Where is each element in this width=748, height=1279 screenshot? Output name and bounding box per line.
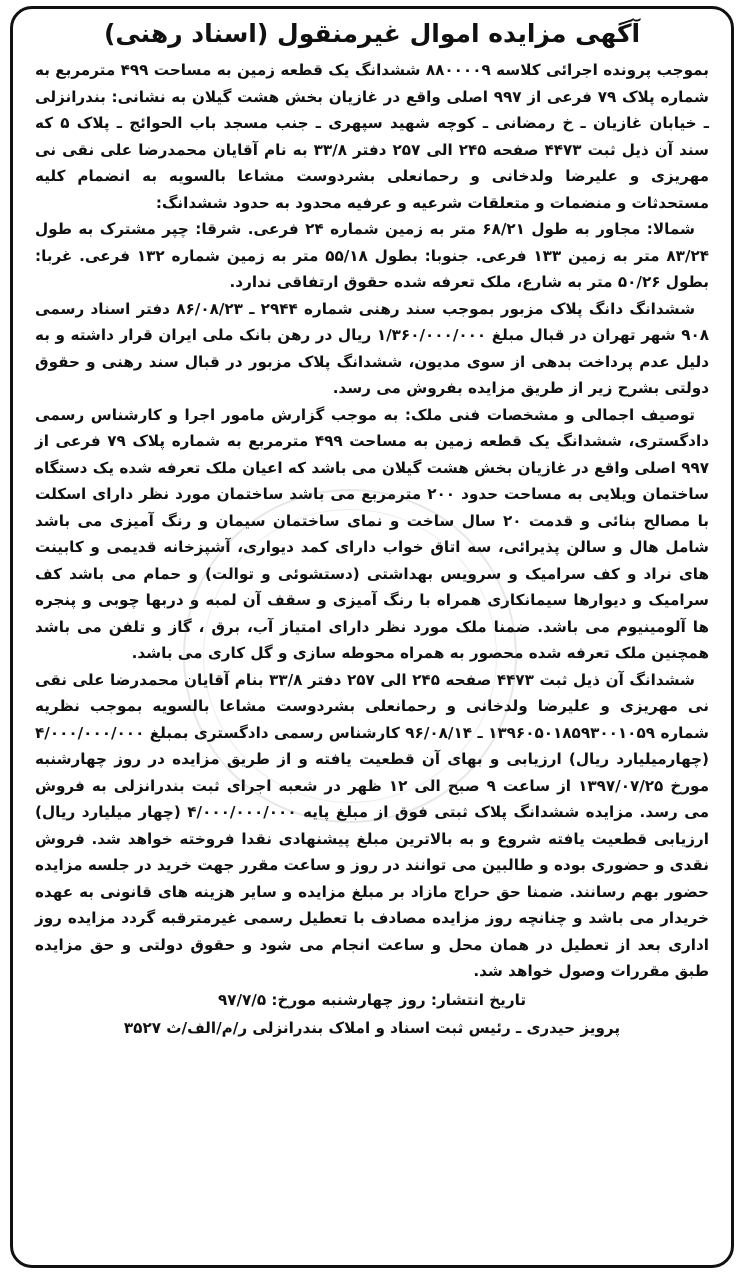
publish-date: تاریخ انتشار: روز چهارشنبه مورخ: ۹۷/۷/۵	[217, 990, 527, 1009]
signature-line: پرویز حیدری ـ رئیس ثبت اسناد و املاک بندرانزلی ر/م/الف/ث ۳۵۲۷	[123, 1019, 621, 1037]
notice-body	[13, 9, 731, 1042]
paragraph-auction-terms: ششدانگ آن ذیل ثبت ۴۴۷۳ صفحه ۲۴۵ الی ۲۵۷ دفتر ۳۳/۸ بنام آقایان محمدرضا علی نقی نی مهریزی و علیرضا ولدخانی و رحمانعلی بشردوست مشاعا بالسویه بموجب نظریه شماره ۱۳۹۶۰۵۰۱۸۵۹۳۰۰۱۰۵۹ ـ ۹۶/۰۸/۱۴ کارشناس رسمی دادگستری بمبلغ ۴/۰۰۰/۰۰۰/۰۰۰ (چهارمیلیارد ریال) ارزیابی و بهای آن قطعیت یافته و از طریق مزایده در روز چهارشنبه مورخ ۱۳۹۷/۰۷/۲۵ از ساعت ۹ صبح الی ۱۲ ظهر در شعبه اجرای ثبت بندرانزلی به فروش می رسد. مزایده ششدانگ پلاک ثبتی فوق از مبلغ پایه ۴/۰۰۰/۰۰۰/۰۰۰ (چهار میلیارد ریال) ارزیابی قطعیت یافته شروع و به بالاترین مبلغ پیشنهادی نقدا فروخته خواهد شد. فروش نقدی و حضوری بوده و طالبین می توانند در روز و ساعت مقرر جهت خرید در جلسه مزایده حضور بهم رسانند. ضمنا حق حراج مازاد بر مبلغ مزایده و سایر هزینه های قانونی به عهده خریدار می باشد و چنانچه روز مزایده مصادف با تعطیل رسمی غیرمترقبه گردد مزایده روز اداری بعد از تعطیل در همان محل و ساعت انجام می شود و حقوق دولتی و حق مزایده طبق مقررات وصول خواهد شد.	[35, 670, 710, 980]
paragraph-technical-specs: توصیف اجمالی و مشخصات فنی ملک: به موجب گزارش مامور اجرا و کارشناس رسمی دادگستری، ششدانگ یک قطعه زمین به مساحت ۴۹۹ مترمربع به شماره پلاک ۷۹ فرعی از ۹۹۷ اصلی واقع در غازیان بخش هشت گیلان می باشد که اعیان ملک تعرفه شده یک دستگاه ساختمان ویلایی به مساحت حدود ۲۰۰ مترمربع می باشد ساختمان مورد نظر دارای اسکلت با مصالح بنائی و قدمت ۲۰ سال ساخت و نمای ساختمان سیمان و رنگ آمیزی می باشد شامل هال و سالن پذیرائی، سه اتاق خواب دارای کمد دیواری، آشپزخانه قدیمی و کابینت های نراد و کف سرامیک و سرویس بهداشتی (دستشوئی و توالت) و حمام می باشد کف سرامیک و دیوارها سیمانکاری همراه با رنگ آمیزی و سقف آن لمبه و دربها چوبی و پنجره ها آلومینیوم می باشد. ضمنا ملک مورد نظر دارای امتیاز آب، برق ، گاز و تلفن می باشد همچنین ملک تعرفه شده محصور به همراه محوطه سازی و گل کاری می باشد.	[35, 405, 709, 662]
paragraph-boundaries: شمالا: مجاور به طول ۶۸/۲۱ متر به زمین شماره ۲۴ فرعی. شرقا: چپر مشترک به طول ۸۳/۲۴ متر به زمین ۱۳۳ فرعی. جنوبا: بطول ۵۵/۱۸ متر به زمین شماره ۱۳۲ فرعی. غربا: بطول ۵۰/۲۶ متر به شارع، ملک تعرفه شده حقوق ارتفاقی ندارد.	[35, 220, 709, 291]
notice-title: آگهی مزایده اموال غیرمنقول (اسناد رهنی)	[103, 19, 641, 48]
paragraph-property-description: بموجب پرونده اجرائی کلاسه ۸۸۰۰۰۰۹ ششدانگ یک قطعه زمین به مساحت ۴۹۹ مترمربع به شماره پلاک ۷۹ فرعی از ۹۹۷ اصلی واقع در غازیان بخش هشت گیلان به نشانی: بندرانزلی ـ خیابان غازیان ـ خ رمضانی ـ کوچه شهید سپهری ـ جنب مسجد باب الحوائج ـ پلاک ۵ که سند آن ذیل ثبت ۴۴۷۳ صفحه ۲۴۵ الی ۲۵۷ دفتر ۳۳/۸ به نام آقایان محمدرضا علی نقی نی مهریزی و علیرضا ولدخانی و رحمانعلی بشردوست مشاعا بالسویه به انضمام کلیه مستحدثات و منضمات و متعلقات شرعیه و عرفیه محدود به حدود ششدانگ:	[35, 61, 710, 212]
notice-frame	[10, 6, 734, 1268]
paragraph-mortgage: ششدانگ دانگ پلاک مزبور بموجب سند رهنی شماره ۲۹۴۴ ـ ۸۶/۰۸/۲۳ دفتر اسناد رسمی ۹۰۸ شهر تهران در قبال مبلغ ۱/۳۶۰/۰۰۰/۰۰۰ ریال در رهن بانک ملی ایران قرار داشته و به دلیل عدم پرداخت بدهی از سوی مدیون، ششدانگ پلاک مزبور در قبال سند رهنی و حقوق دولتی بشرح زیر از طریق مزایده بفروش می رسد.	[35, 299, 709, 397]
